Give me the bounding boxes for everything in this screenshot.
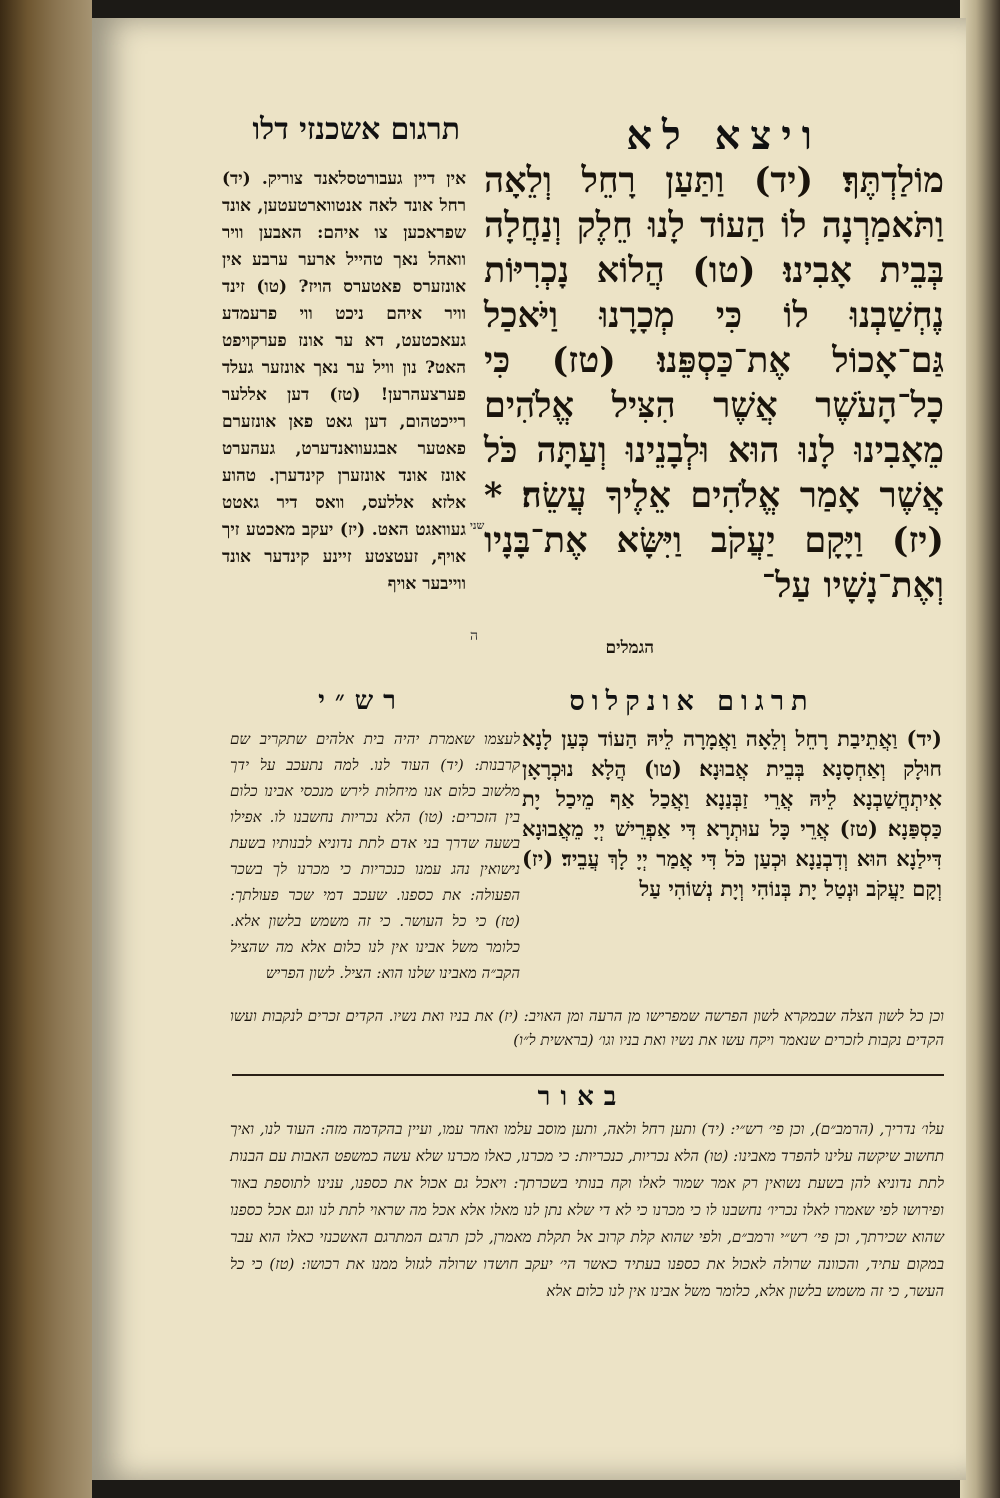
margin-mark: ה <box>470 628 479 644</box>
biur-header: באור <box>537 1082 627 1112</box>
yiddish-translation-text: אין דיין געבורטסלאנד צוריק. (יד) רחל אונד לאה אנטווארטעטען, אונד שפראכען צו איהם: האבען וויר וואהל נאך טהייל ארער ערבע אין אונזערס פאטערס הויז? (טו) זינד וויר איהם ניכט ווי פרעמדע געאכטעט, דא ער אונז פערקויפט האט? נון וויל ער נאך אונזער געלד פערצעהרען! (טז) דען אללער רייכטהום, דען גאט פאן אונזערם פאטער אבגעוואנדערט, געהערט אונז אונד אונזערן קינדערן. טהוע אלזא אללעס, וואס דיר גאטט געוואגט האט. (יז) יעקב מאכטע זיך אויף, זעטצטע זיינע קינדער אונד ווייבער אויף <box>222 169 466 594</box>
biur-text: עלו׳ נדריך, (הרמב״ם), וכן פי׳ רש״י: (יד) ותען רחל ולאה, ותען מוסב עלמו ואחר עמו, ועיין בהקדמה מזה: העוד לנו, ואיך תחשוב שיקשה עלינו להפרד מאבינו: (טו) הלא נכריות, כנכריות: כי מכרנו, כאלו מכרנו שלא עשה כמשפט האבות עם הבנות לתת נדוניא להן בשעת נשואין רק אמר שמור לאלו וקח בנותי בשכרתך: ויאכל גם אכול את כספנו, ענינו לתוספת באור ופירושו לפי שאמרו לאלו נכריו׳ נחשבנו לו כי מכרנו כי לא די שלא נתן לנו מאלו אלא אכל מה שראוי לתת לנו וגם אכל כספנו שהוא שכירתך, וכן פי׳ רש״י ורמב״ם, ולפי שהוא קלת קרוב אל תקלת מאמרן, לכן תרגם המתרגם האשכנזי כאלו הוא עבר במקום עתיד, והכוונה שרולה לאכול את כספנו בעתיד כאשר הי׳ יעקב חושדו שרולה לגזול ממנו את רכושו: (טז) כי כל העשר, כי זה משמש בלשון אלא, כלומר משל אבינו אין לנו כלום אלא <box>230 1120 944 1300</box>
onkelos-text: (יד) וַאֲתֵיבַת רָחֵל וְלֵאָה וַאֲמָרָה לֵיהּ הַעוֹד כְּעַן לָנָא חוּלָק וְאַחְסָנָא בְּבֵית אֲבוּנָא׃ (טו) הֲלָא נוּכְרָאָן אִיתְחֲשַׁבְנָא לֵיהּ אֲרֵי זַבְּנַנָא וַאֲכַל אַף מֵיכַל יָת כַּסְפַּנָא׃ (טז) אֲרֵי כָּל עוּתְרָא דִּי אַפְרֵישׁ יְיָ מֵאֲבוּנָא דִּילַנָא הוּא וְדִבְנַנָא וּכְעַן כֹּל דִּי אֲמַר יְיָ לָךְ עֲבֵיד׃ (יז) וְקָם יַעֲקֹב וּנְטַל יָת בְּנוֹהִי וְיָת נְשׁוֹהִי עַל <box>522 726 942 901</box>
onkelos-header: תרגום אונקלוס <box>569 686 815 717</box>
yiddish-translation-header: תרגום אשכנזי דלו <box>252 112 460 147</box>
running-header: ויצא לא <box>626 112 822 159</box>
book-spine <box>0 0 92 1498</box>
rashi-continuation: וכן כל לשון הצלה שבמקרא לשון הפרשה שמפרישו מן הרעה ומן האויב: (יז) את בניו ואת נשיו. הקדים זכרים לנקבות ועשו הקדים נקבות לזכרים שנאמר ויקח עשו את נשיו ואת בניו וגו׳ (בראשית ל״ו) <box>230 1007 944 1049</box>
torah-text: מוֹלַדְתֶּךָ׃ (יד) וַתַּעַן רָחֵל וְלֵאָה וַתֹּאמַרְנָה לוֹ הַעוֹד לָנוּ חֵלֶק וְנַחֲלָה בְּבֵית אָבִינוּ׃ (טו) הֲלוֹא נָכְרִיּוֹת נֶחְשַׁבְנוּ לוֹ כִּי מְכָרָנוּ וַיֹּאכַל גַּם־אָכוֹל אֶת־כַּסְפֵּנוּ׃ (טז) כִּי כָל־הָעֹשֶׁר אֲשֶׁר הִצִּיל אֱלֹהִים מֵאָבִינוּ לָנוּ הוּא וּלְבָנֵינוּ וְעַתָּה כֹּל אֲשֶׁר אָמַר אֱלֹהִים אֵלֶיךָ עֲשֵׂה׃ * (יז) וַיָּקָם יַעֲקֹב וַיִּשָּׂא אֶת־בָּנָיו וְאֶת־נָשָׁיו עַל־ <box>484 160 944 606</box>
catchword: הגמלים <box>605 638 654 658</box>
book-page <box>92 18 966 1480</box>
rashi-text: לעצמו שאמרת יהיה בית אלהים שתקריב שם קרבנות: (יד) העוד לנו. למה נתעכב על ידך מלשוב כלום אנו מיחלות לירש מנכסי אבינו כלום בין הזכרים: (טו) הלא נכריות נחשבנו לו. אפילו בשעה שדרך בני אדם לתת נדוניא לבנותיו בשעת נישואין נהג עמנו כנכריות כי מכרנו לך בשכר הפעולה: את כספנו. שעכב דמי שכר פעולתך: (טז) כי כל העושר. כי זה משמש בלשון אלא. כלומר משל אבינו אין לנו כלום אלא מה שהציל הקב״ה מאבינו שלנו הוא: הציל. לשון הפריש <box>230 730 520 982</box>
rashi-header: רש״י <box>318 686 406 716</box>
next-page-edge <box>960 0 1000 1498</box>
section-divider <box>232 1074 944 1076</box>
margin-aliyah-mark: שני <box>470 519 485 532</box>
